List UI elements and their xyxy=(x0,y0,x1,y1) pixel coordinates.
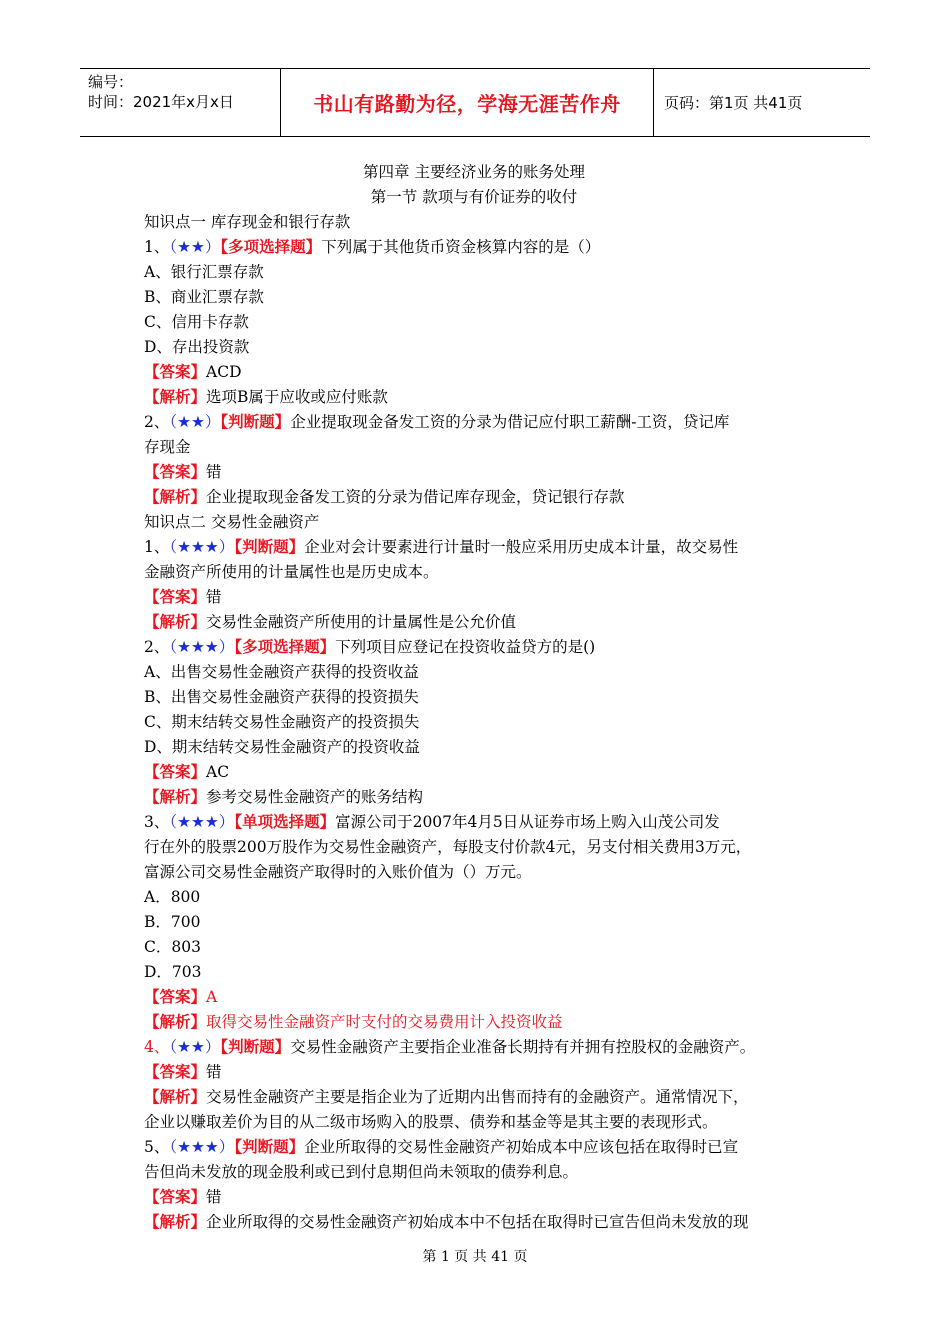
header-meta xyxy=(80,69,281,136)
option: D、期末结转交易性金融资产的投资收益 xyxy=(144,738,420,756)
header-motto: 书山有路勤为径，学海无涯苦作舟 xyxy=(281,69,654,136)
question-1: 1、（★★）【多项选择题】下列属于其他货币资金核算内容的是（） xyxy=(144,238,601,256)
question-text-cont: 富源公司交易性金融资产取得时的入账价值为（）万元。 xyxy=(144,863,532,881)
answer: 【答案】错 xyxy=(144,588,222,606)
question-text-cont: 存现金 xyxy=(144,438,191,456)
question-2: 2、（★★）【判断题】企业提取现金备发工资的分录为借记应付职工薪酬-工资，贷记库 xyxy=(144,413,730,431)
question-text-cont: 金融资产所使用的计量属性也是历史成本。 xyxy=(144,563,439,581)
explanation: 【解析】企业所取得的交易性金融资产初始成本中不包括在取得时已宣告但尚未发放的现 xyxy=(144,1213,749,1231)
answer: 【答案】错 xyxy=(144,1188,222,1206)
option: C、期末结转交易性金融资产的投资损失 xyxy=(144,713,420,731)
answer: 【答案】错 xyxy=(144,1063,222,1081)
option: B、商业汇票存款 xyxy=(144,288,264,306)
explanation: 【解析】参考交易性金融资产的账务结构 xyxy=(144,788,424,806)
difficulty-stars: （★★） xyxy=(169,1038,221,1056)
explanation: 【解析】选项B属于应收或应付账款 xyxy=(144,388,388,406)
difficulty-stars: （★★★） xyxy=(169,813,235,831)
question-text-cont: 告但尚未发放的现金股利或已到付息期但尚未领取的债券利息。 xyxy=(144,1163,579,1181)
question-type: 【多项选择题】 xyxy=(234,638,336,656)
question-type: 【单项选择题】 xyxy=(234,813,336,831)
option: D、存出投资款 xyxy=(144,338,250,356)
explanation: 【解析】交易性金融资产主要是指企业为了近期内出售而持有的金融资产。通常情况下， xyxy=(144,1088,749,1106)
question-type: 【判断题】 xyxy=(234,538,305,556)
question-type: 【判断题】 xyxy=(234,1138,305,1156)
question-7: 5、（★★★）【判断题】企业所取得的交易性金融资产初始成本中应该包括在取得时已宣 xyxy=(144,1138,739,1156)
option: B．700 xyxy=(144,913,201,931)
explanation: 【解析】交易性金融资产所使用的计量属性是公允价值 xyxy=(144,613,517,631)
difficulty-stars: （★★★） xyxy=(169,1138,235,1156)
question-type: 【多项选择题】 xyxy=(220,238,322,256)
difficulty-stars: （★★） xyxy=(169,413,221,431)
question-type: 【判断题】 xyxy=(220,413,291,431)
header-page-info: 页码：第1页 共41页 xyxy=(664,94,803,112)
question-text-cont: 行在外的股票200万股作为交易性金融资产，每股支付价款4元，另支付相关费用3万元， xyxy=(144,838,752,856)
number-label: 编号： xyxy=(88,73,134,91)
knowledge-point-1: 知识点一 库存现金和银行存款 xyxy=(144,213,351,231)
explanation: 【解析】取得交易性金融资产时支付的交易费用计入投资收益 xyxy=(144,1013,563,1031)
option: A．800 xyxy=(144,888,201,906)
page-header xyxy=(80,68,870,137)
page-footer: 第 1 页 共 41 页 xyxy=(422,1249,528,1265)
difficulty-stars: （★★★） xyxy=(169,538,235,556)
difficulty-stars: （★★） xyxy=(169,238,221,256)
option: C．803 xyxy=(144,938,201,956)
knowledge-point-2: 知识点二 交易性金融资产 xyxy=(144,513,320,531)
question-5: 3、（★★★）【单项选择题】富源公司于2007年4月5日从证券市场上购入山茂公司发 xyxy=(144,813,720,831)
question-4: 2、（★★★）【多项选择题】下列项目应登记在投资收益贷方的是() xyxy=(144,638,596,656)
answer: 【答案】ACD xyxy=(144,363,242,381)
question-type: 【判断题】 xyxy=(220,1038,291,1056)
option: C、信用卡存款 xyxy=(144,313,249,331)
option: A、银行汇票存款 xyxy=(144,263,264,281)
explanation-cont: 企业以赚取差价为目的从二级市场购入的股票、债券和基金等是其主要的表现形式。 xyxy=(144,1113,718,1131)
question-6: 4、（★★）【判断题】交易性金融资产主要指企业准备长期持有并拥有控股权的金融资产。 xyxy=(144,1038,756,1056)
time-label: 时间：2021年x月x日 xyxy=(88,93,234,111)
question-3: 1、（★★★）【判断题】企业对会计要素进行计量时一般应采用历史成本计量，故交易性 xyxy=(144,538,739,556)
explanation: 【解析】企业提取现金备发工资的分录为借记库存现金，贷记银行存款 xyxy=(144,488,625,506)
option: B、出售交易性金融资产获得的投资损失 xyxy=(144,688,419,706)
option: A、出售交易性金融资产获得的投资收益 xyxy=(144,663,419,681)
answer: 【答案】AC xyxy=(144,763,230,781)
option: D．703 xyxy=(144,963,202,981)
chapter-title: 第四章 主要经济业务的账务处理 xyxy=(363,163,585,181)
section-title: 第一节 款项与有价证券的收付 xyxy=(370,188,578,206)
answer: 【答案】A xyxy=(144,988,218,1006)
answer: 【答案】错 xyxy=(144,463,222,481)
difficulty-stars: （★★★） xyxy=(169,638,235,656)
document-body xyxy=(144,160,824,1235)
